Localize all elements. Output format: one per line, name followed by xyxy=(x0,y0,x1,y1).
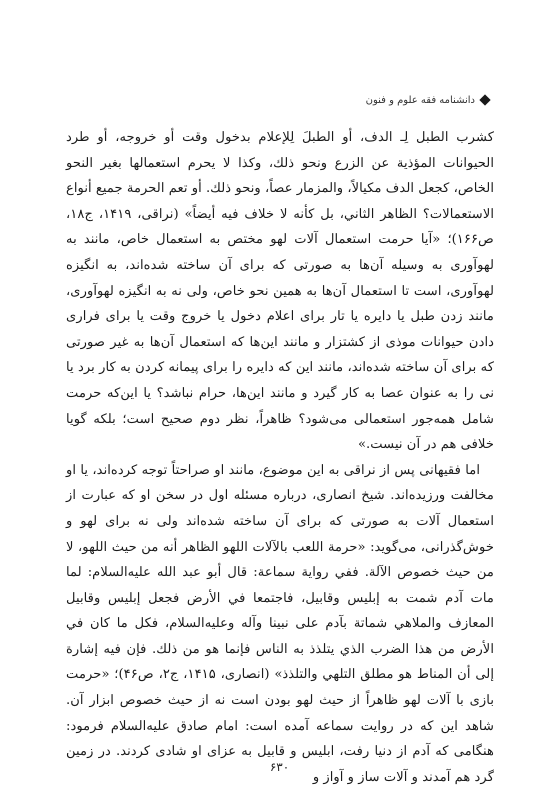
page-header xyxy=(70,90,489,110)
page-number: ۶۳۰ xyxy=(269,760,290,774)
header-ornament-icon xyxy=(479,94,490,105)
running-head: دانشنامه فقه علوم و فنون xyxy=(365,94,475,106)
paragraph-2: اما فقیهانی پس از نراقی به این موضوع، مانند او صراحتاً توجه کرده‌اند، یا او مخالفت ورزیده‌اند. شیخ انصاری، درباره مسئله اول در سخن او که عبارت از استعمال آلات به صورتی که برای آن ساخته شده‌اند ولی نه برای لهو و خوش‌گذرانی، می‌گوید: «حرمة اللعب بالآلات اللهو الظاهر أنه من حيث اللهو، لا من حيث خصوص الآلة. ففي رواية سماعة: قال أبو عبد الله عليه‌السلام: لما مات آدم شمت به إبليس وقابيل، فاجتمعا في الأرض فجعل إبليس وقابيل المعازف والملاهي شماتة بآدم علی نبينا وآله وعليه‌السلام، فكل ما كان في الأرض من هذا الضرب الذي يتلذذ به الناس فإنما هو من ذلك. فإن فيه إشارة إلى أن المناط هو مطلق التلهي والتلذذ» (انصاری، ۱۴۱۵، ج۲، ص۴۶)؛ «حرمت بازی با آلات لهو ظاهراً از حیث لهو بودن است نه از حیث خصوص ابزار آن. شاهد این که در روایت سماعه آمده است: امام صادق علیه‌السلام فرمود: هنگامی که آدم از دنیا رفت، ابلیس و قابیل به عزای او شادی کردند. در زمین گرد هم آمدند و آلات ساز و آواز و xyxy=(66,462,494,785)
body-text xyxy=(66,125,494,790)
paragraph-1: کشرب الطبل لِـ الدف، أو الطبلَ لِلإعلام بدخول وقت أو خروجه، أو طرد الحيوانات المؤذية عن الزرع ونحو ذلك، وكذا لا يحرم استعمالها بغير النحو الخاص، كجعل الدف مكيالاً، والمزمار عصاً، ونحو ذلك. أو تعم الحرمة جميع أنواع الاستعمالات؟ الظاهر الثاني، بل كأنه لا خلاف فيه أيضاً» (نراقی، ۱۴۱۹، ج۱۸، ص۱۶۶)؛ «آیا حرمت استعمال آلات لهو مختص به استعمال خاص، مانند به لهوآوری به وسیله آن‌ها به صورتی که برای آن ساخته شده‌اند، به انگیزه لهوآوری، است تا استعمال آن‌ها به همین نحو خاص، ولی نه به انگیزه لهوآوری، مانند زدن طبل یا دایره یا تار برای اعلام دخول یا خروج وقت یا برای فراری دادن حیوانات موذی از کشتزار و مانند این‌ها که استعمال آن‌ها به غیر صورتی که برای آن ساخته شده‌اند، مانند این که دایره را برای پیمانه کردن به کار برد یا نی را به عنوان عصا به کار گیرد و مانند این‌ها، حرام نباشد؟ یا این‌که حرمت شامل همه‌جور استعمالی می‌شود؟ ظاهراً، نظر دوم صحیح است؛ بلکه گویا خلافی هم در آن نیست.» xyxy=(66,130,494,453)
